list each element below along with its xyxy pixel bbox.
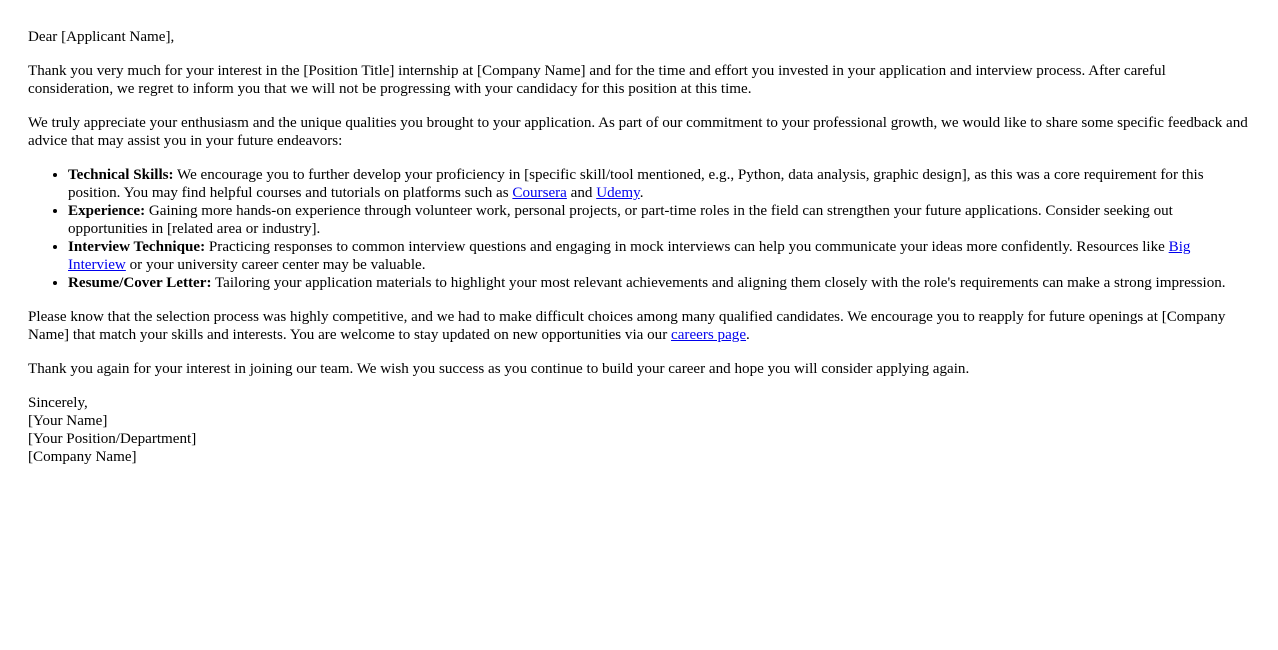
feedback-item-resume: [68, 274, 1250, 292]
feedback-text: Practicing responses to common interview questions and engaging in mock interviews can help you communicate your ideas more confidently. Resources like: [205, 239, 1169, 255]
coursera-link[interactable]: Coursera: [512, 185, 567, 201]
letter: [28, 28, 1250, 466]
feedback-item-experience: [68, 202, 1250, 238]
feedback-item-interview: [68, 238, 1250, 274]
closing-paragraph: Thank you again for your interest in joining our team. We wish you success as you continue to build your career and hope you will consider applying again.: [28, 361, 970, 377]
feedback-text: Gaining more hands-on experience through volunteer work, personal projects, or part-time roles in the field can strengthen your future applications. Consider seeking out opportunities in [related area or industry].: [68, 203, 1173, 237]
feedback-text: Tailoring your application materials to highlight your most relevant achievements and aligning them closely with the role's requirements can make a strong impression.: [211, 275, 1226, 291]
feedback-text-after: .: [639, 185, 644, 201]
signature-closing: Sincerely,: [28, 395, 88, 411]
feedback-label: Technical Skills:: [68, 167, 174, 183]
feedback-label: Interview Technique:: [68, 239, 206, 255]
feedback-text-between: and: [566, 185, 597, 201]
reapply-paragraph: [28, 308, 1250, 344]
signature-position: [Your Position/Department]: [28, 431, 197, 447]
reapply-text-after: .: [746, 327, 750, 343]
big-interview-link[interactable]: Big Interview: [68, 239, 1191, 273]
intro-paragraph: Thank you very much for your interest in the [Position Title] internship at [Company Name] and for the time and effort you invested in your application and interview process. After careful consideration, we regret to inform you that we will not be progressing with your candidacy for this position at this time.: [28, 63, 1166, 97]
signature-block: [28, 394, 1250, 466]
udemy-link[interactable]: Udemy: [596, 185, 640, 201]
feedback-list: [28, 166, 1250, 292]
feedback-intro-paragraph: We truly appreciate your enthusiasm and the unique qualities you brought to your application. As part of our commitment to your professional growth, we would like to share some specific feedback and advice that may assist you in your future endeavors:: [28, 115, 1248, 149]
feedback-label: Experience:: [68, 203, 146, 219]
feedback-text: We encourage you to further develop your proficiency in [specific skill/tool mentioned, e.g., Python, data analysis, graphic design], as this was a core requirement for this position. You may find helpful courses and tutorials on platforms such as: [68, 167, 1204, 201]
careers-page-link[interactable]: careers page: [671, 327, 747, 343]
feedback-label: Resume/Cover Letter:: [68, 275, 212, 291]
signature-company: [Company Name]: [28, 449, 137, 465]
feedback-item-technical: [68, 166, 1250, 202]
feedback-text-after: or your university career center may be valuable.: [125, 257, 426, 273]
greeting: Dear [Applicant Name],: [28, 29, 175, 45]
reapply-text: Please know that the selection process was highly competitive, and we had to make difficult choices among many qualified candidates. We encourage you to reapply for future openings at [Company Name] that match your skills and interests. You are welcome to stay updated on new opportunities via our: [28, 309, 1226, 343]
signature-name: [Your Name]: [28, 413, 108, 429]
